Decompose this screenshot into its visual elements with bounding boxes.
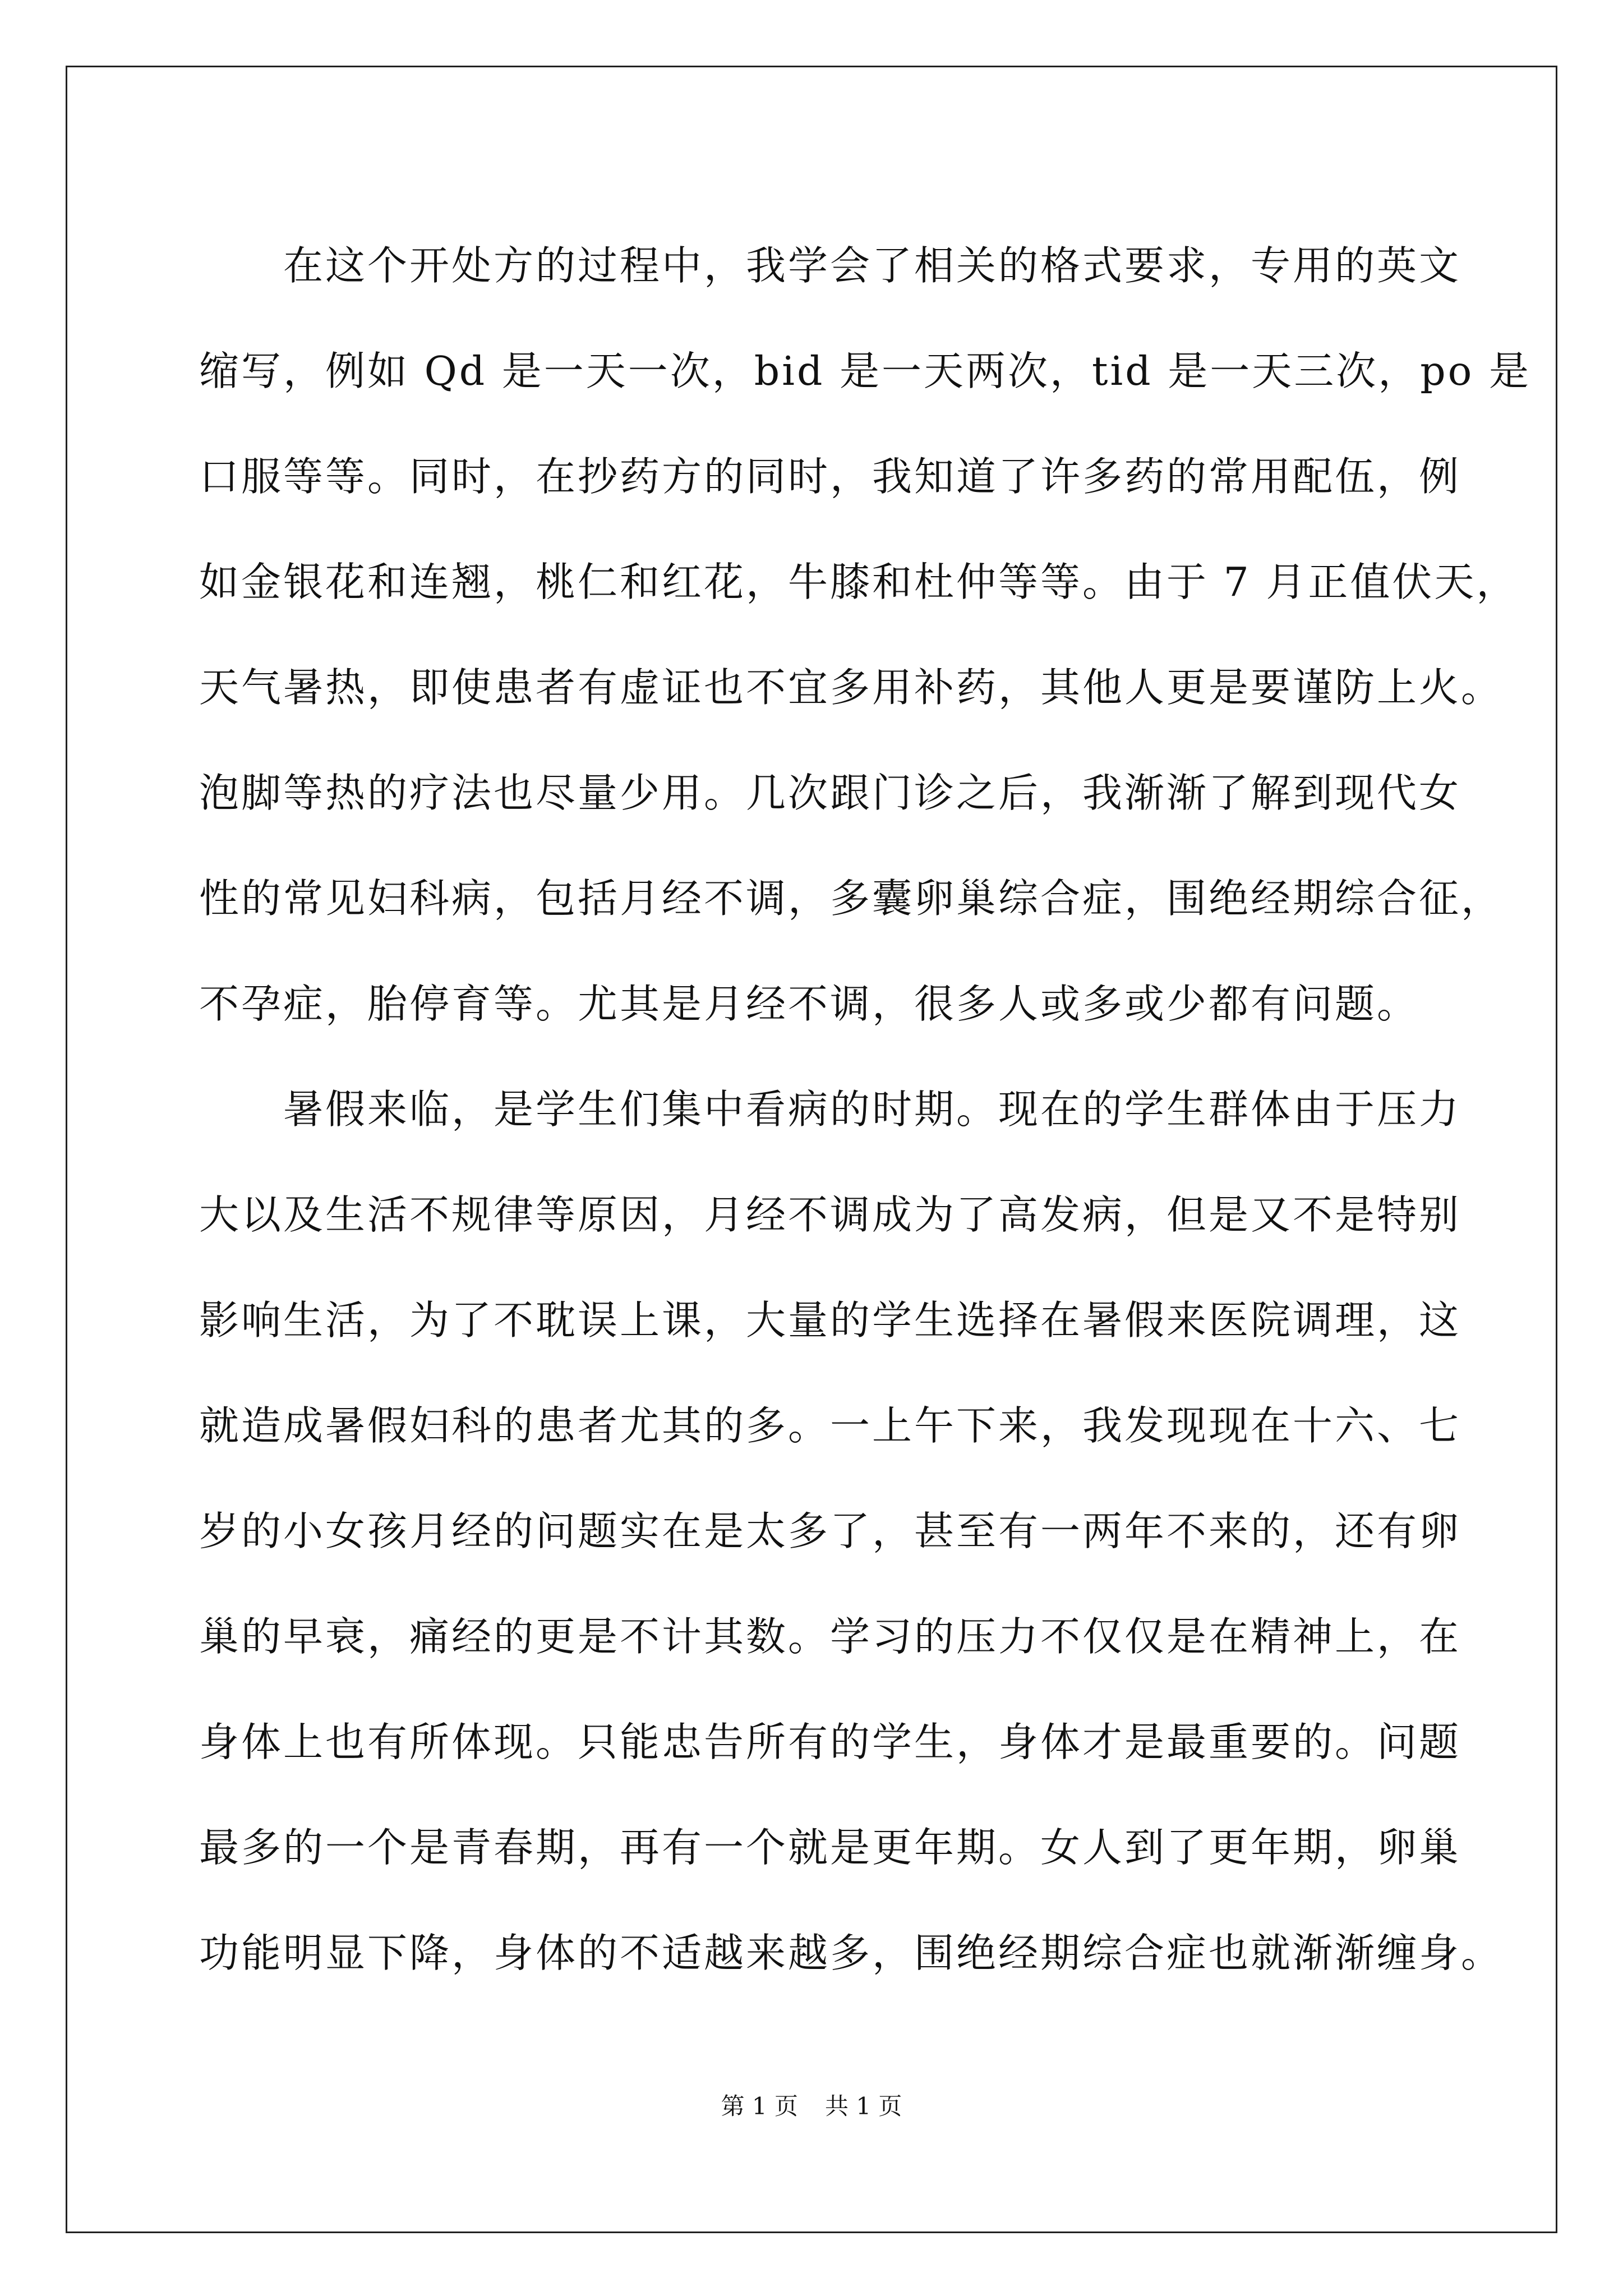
page-total: 共 1 页 [825, 2092, 902, 2120]
text-line: 缩写，例如 Qd 是一天一次，bid 是一天两次，tid 是一天三次，po 是 [199, 348, 1531, 394]
text-line: 影响生活，为了不耽误上课，大量的学生选择在暑假来医院调理，这 [199, 1297, 1461, 1343]
page-number: 第 1 页 [721, 2092, 798, 2120]
page-footer [0, 2090, 1623, 2123]
text-line: 身体上也有所体现。只能忠告所有的学生，身体才是最重要的。问题 [199, 1719, 1461, 1765]
text-line: 巢的早衰，痛经的更是不计其数。学习的压力不仅仅是在精神上，在 [199, 1613, 1461, 1660]
text-line: 不孕症，胎停育等。尤其是月经不调，很多人或多或少都有问题。 [199, 981, 1419, 1027]
text-line: 大以及生活不规律等原因，月经不调成为了高发病，但是又不是特别 [199, 1191, 1461, 1238]
text-line: 口服等等。同时，在抄药方的同时，我知道了许多药的常用配伍，例 [199, 453, 1461, 500]
text-line: 天气暑热，即使患者有虚证也不宜多用补药，其他人更是要谨防上火。 [199, 664, 1504, 711]
text-line: 岁的小女孩月经的问题实在是太多了，甚至有一两年不来的，还有卵 [199, 1508, 1461, 1554]
text-line: 性的常见妇科病，包括月经不调，多囊卵巢综合症，围绝经期综合征， [199, 875, 1504, 922]
text-line: 就造成暑假妇科的患者尤其的多。一上午下来，我发现现在十六、七 [199, 1402, 1461, 1449]
text-line: 功能明显下降，身体的不适越来越多，围绝经期综合症也就渐渐缠身。 [199, 1930, 1504, 1976]
text-line: 最多的一个是青春期，再有一个就是更年期。女人到了更年期，卵巢 [199, 1824, 1461, 1871]
text-line: 在这个开处方的过程中，我学会了相关的格式要求，专用的英文 [199, 242, 1461, 289]
text-line: 暑假来临，是学生们集中看病的时期。现在的学生群体由于压力 [199, 1086, 1461, 1133]
text-line: 如金银花和连翘，桃仁和红花，牛膝和杜仲等等。由于 7 月正值伏天， [199, 559, 1519, 605]
text-line: 泡脚等热的疗法也尽量少用。几次跟门诊之后，我渐渐了解到现代女 [199, 770, 1461, 816]
document-body [199, 213, 1531, 2006]
